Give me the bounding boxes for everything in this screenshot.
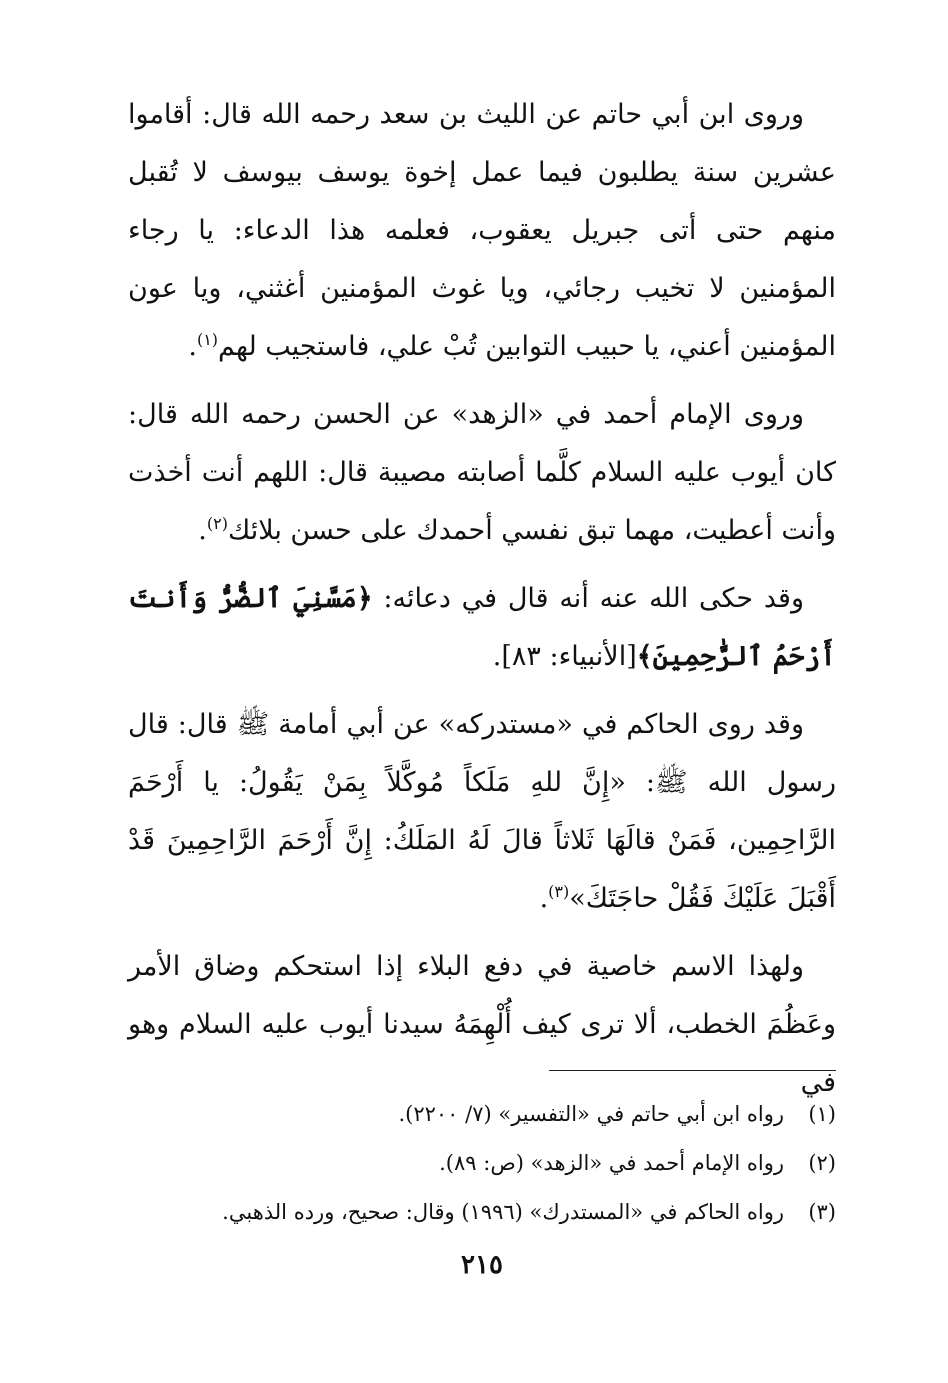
paragraph-4-text: وقد روى الحاكم في «مستدركه» عن أبي أمامة ﷺ قال: قال رسول الله ﷺ: «إِنَّ للهِ مَلَكاً مُوكَّلاً بِمَنْ يَقُولُ: يا أَرْحَمَ الرَّاحِمِين، فَمَنْ قالَهَا ثَلاثاً قالَ لَهُ المَلَكُ: إِنَّ أَرْحَمَ الرَّاحِمِينَ قَدْ أَقْبَلَ عَلَيْكَ فَقُلْ حاجَتَكَ»: [128, 709, 836, 914]
footnote-divider: [549, 1070, 836, 1071]
paragraph-5: [128, 938, 836, 1112]
paragraph-4-tail: .: [539, 883, 549, 914]
paragraph-1: [128, 86, 836, 376]
footnote-text: رواه الإمام أحمد في «الزهد» (ص: ٨٩).: [439, 1151, 784, 1175]
footnote-number: (١): [808, 1102, 836, 1126]
footnotes: [128, 1090, 836, 1237]
book-page: [128, 86, 836, 1356]
paragraph-2: [128, 386, 836, 560]
paragraph-3-intro: وقد حكى الله عنه أنه قال في دعائه:: [372, 583, 804, 614]
footnote-3: [128, 1188, 836, 1237]
footnote-text: رواه ابن أبي حاتم في «التفسير» (٧/ ٢٢٠٠).: [398, 1102, 784, 1126]
footnote-2: [128, 1139, 836, 1188]
footnote-ref-1: (١): [196, 330, 219, 349]
paragraph-1-tail: .: [188, 331, 197, 362]
footnote-1: [128, 1090, 836, 1139]
paragraph-1-text: وروى ابن أبي حاتم عن الليث بن سعد رحمه الله قال: أقاموا عشرين سنة يطلبون فيما عمل إخوة يوسف بيوسف لا تُقبل منهم حتى أتى جبريل يعقوب، فعلمه هذا الدعاء: يا رجاء المؤمنين لا تخيب رجائي، ويا غوث المؤمنين أغثني، ويا عون المؤمنين أعني، يا حبيب التوابين تُبْ علي، فاستجيب لهم: [128, 99, 836, 362]
footnote-text: رواه الحاكم في «المستدرك» (١٩٩٦) وقال: صحيح، ورده الذهبي.: [222, 1200, 784, 1224]
footnote-ref-3: (٣): [548, 882, 570, 901]
paragraph-2-tail: .: [198, 515, 207, 546]
paragraph-3: [128, 570, 836, 686]
page-number: ٢١٥: [461, 1250, 503, 1280]
main-text: [128, 86, 836, 1112]
footnote-number: (٣): [808, 1200, 836, 1224]
footnote-ref-2: (٢): [206, 514, 228, 533]
quran-citation: [الأنبياء: ٨٣].: [492, 641, 637, 672]
paragraph-4: [128, 696, 836, 928]
quran-verse: ﴿مَسَّنِيَ ٱلضُّرُّ وَأَنتَ أَرْحَمُ ٱلرَّٰحِمِينَ﴾: [128, 583, 836, 672]
paragraph-5-text: ولهذا الاسم خاصية في دفع البلاء إذا استحكم وضاق الأمر وعَظُمَ الخطب، ألا ترى كيف أُلْهِمَهُ سيدنا أيوب عليه السلام وهو في: [128, 951, 836, 1098]
paragraph-2-text: وروى الإمام أحمد في «الزهد» عن الحسن رحمه الله قال: كان أيوب عليه السلام كلَّما أصابته مصيبة قال: اللهم أنت أخذت وأنت أعطيت، مهما تبق نفسي أحمدك على حسن بلائك: [128, 399, 836, 546]
footnote-number: (٢): [808, 1151, 836, 1175]
